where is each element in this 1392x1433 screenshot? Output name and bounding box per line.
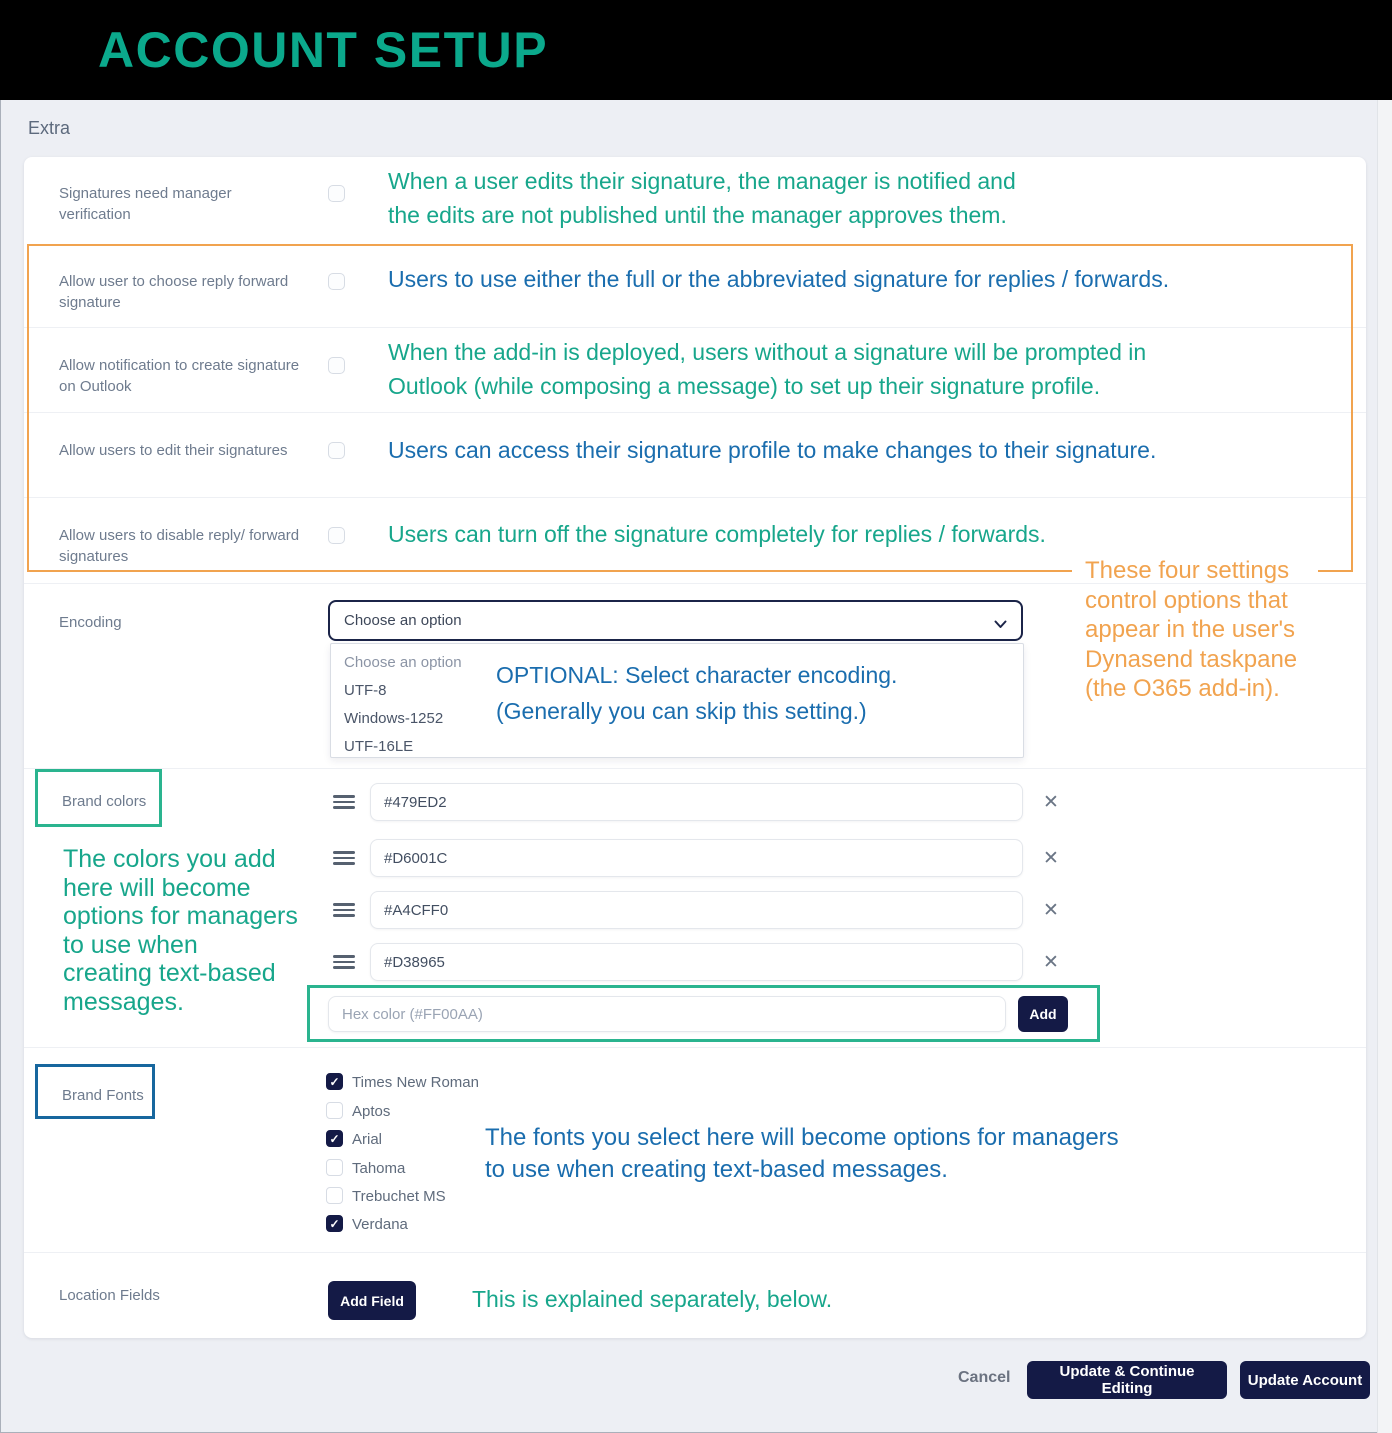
annotation-taskpane-settings: These four settings control options that appear in the user's Dynasend taskpane (the O365 add-in). xyxy=(1085,557,1298,702)
font-label: Verdana xyxy=(352,1216,408,1233)
remove-color-icon[interactable]: ✕ xyxy=(1043,848,1059,869)
cancel-button[interactable]: Cancel xyxy=(958,1369,1011,1386)
remove-color-icon[interactable]: ✕ xyxy=(1043,792,1059,813)
font-label: Aptos xyxy=(352,1103,391,1120)
callout-frame-right xyxy=(1351,244,1353,572)
chevron-down-icon xyxy=(994,616,1007,634)
section-label: Extra xyxy=(28,118,71,138)
font-checkbox-arial[interactable]: ✓ xyxy=(326,1130,343,1147)
divider xyxy=(24,768,1366,769)
settings-card xyxy=(24,157,1366,1338)
setting-label-reply-forward-choice: Allow user to choose reply forward signature xyxy=(59,273,289,311)
font-checkbox-tahoma[interactable] xyxy=(326,1159,343,1176)
vertical-scrollbar[interactable] xyxy=(1377,100,1392,1433)
font-checkbox-verdana[interactable]: ✓ xyxy=(326,1215,343,1232)
checkbox-outlook-notification[interactable] xyxy=(328,357,345,374)
brand-color-input-2[interactable] xyxy=(370,839,1023,877)
encoding-selected-value: Choose an option xyxy=(344,612,462,629)
drag-handle-icon[interactable] xyxy=(333,795,355,810)
update-continue-button[interactable]: Update & Continue Editing xyxy=(1027,1361,1227,1399)
page-header xyxy=(0,0,1392,100)
setting-label-location-fields: Location Fields xyxy=(59,1287,160,1304)
font-label: Trebuchet MS xyxy=(352,1188,446,1205)
setting-label-manager-verification: Signatures need manager verification xyxy=(59,185,232,223)
brand-fonts-highlight-frame xyxy=(35,1064,155,1119)
brand-colors-highlight-frame xyxy=(35,769,162,827)
annotation-outlook-notification: When the add-in is deployed, users without a signature will be prompted in Outlook (while composing a message) to set up their signature profile. xyxy=(388,339,1147,399)
drag-handle-icon[interactable] xyxy=(333,955,355,970)
drag-handle-icon[interactable] xyxy=(333,903,355,918)
annotation-reply-forward-choice: Users to use either the full or the abbreviated signature for replies / forwards. xyxy=(388,266,1170,292)
setting-label-brand-fonts: Brand Fonts xyxy=(62,1087,144,1104)
font-checkbox-trebuchet-ms[interactable] xyxy=(326,1187,343,1204)
annotation-location-fields: This is explained separately, below. xyxy=(472,1286,833,1312)
callout-frame-left xyxy=(27,244,29,572)
font-label: Times New Roman xyxy=(352,1074,479,1091)
encoding-option-utf8[interactable]: UTF-8 xyxy=(344,682,387,699)
encoding-option-placeholder[interactable]: Choose an option xyxy=(344,654,462,671)
brand-color-input-4[interactable] xyxy=(370,943,1023,981)
checkbox-manager-verification[interactable] xyxy=(328,185,345,202)
encoding-option-utf16le[interactable]: UTF-16LE xyxy=(344,738,414,755)
annotation-encoding: OPTIONAL: Select character encoding. (Generally you can skip this setting.) xyxy=(496,662,898,724)
encoding-option-windows1252[interactable]: Windows-1252 xyxy=(344,710,444,727)
divider xyxy=(24,327,1366,328)
setting-label-brand-colors: Brand colors xyxy=(62,793,147,810)
annotation-disable-reply-forward: Users can turn off the signature completely for replies / forwards. xyxy=(388,521,1046,547)
encoding-select[interactable] xyxy=(328,600,1023,641)
callout-frame-top xyxy=(27,244,1353,246)
divider xyxy=(24,1252,1366,1253)
annotation-brand-colors: The colors you add here will become options for managers to use when creating text-based messages. xyxy=(63,845,298,1016)
checkbox-edit-signatures[interactable] xyxy=(328,442,345,459)
add-color-button[interactable]: Add xyxy=(1018,996,1068,1032)
drag-handle-icon[interactable] xyxy=(333,851,355,866)
divider xyxy=(24,497,1366,498)
annotation-manager-verification: When a user edits their signature, the manager is notified and the edits are not published until the manager approves them. xyxy=(388,168,1016,228)
divider xyxy=(24,1047,1366,1048)
add-field-button[interactable]: Add Field xyxy=(328,1281,416,1320)
setting-label-outlook-notification: Allow notification to create signature on Outlook xyxy=(59,357,300,395)
update-account-button[interactable]: Update Account xyxy=(1240,1361,1370,1399)
checkbox-reply-forward-choice[interactable] xyxy=(328,273,345,290)
hex-color-input[interactable] xyxy=(328,996,1006,1032)
annotation-brand-fonts: The fonts you select here will become options for managers to use when creating text-based messages. xyxy=(485,1124,1119,1183)
remove-color-icon[interactable]: ✕ xyxy=(1043,952,1059,973)
checkbox-disable-reply-forward[interactable] xyxy=(328,527,345,544)
setting-label-edit-signatures: Allow users to edit their signatures xyxy=(59,442,288,459)
brand-color-input-3[interactable] xyxy=(370,891,1023,929)
remove-color-icon[interactable]: ✕ xyxy=(1043,900,1059,921)
setting-label-disable-reply-forward: Allow users to disable reply/ forward signatures xyxy=(59,527,300,565)
annotation-edit-signatures: Users can access their signature profile to make changes to their signature. xyxy=(388,437,1157,463)
font-label: Arial xyxy=(352,1131,383,1148)
font-label: Tahoma xyxy=(352,1160,406,1177)
callout-frame-bottom-left-segment xyxy=(27,570,1072,572)
font-checkbox-aptos[interactable] xyxy=(326,1102,343,1119)
setting-label-encoding: Encoding xyxy=(59,614,122,631)
page-title: ACCOUNT SETUP xyxy=(98,22,549,78)
font-checkbox-times-new-roman[interactable]: ✓ xyxy=(326,1073,343,1090)
divider xyxy=(24,412,1366,413)
brand-color-input-1[interactable] xyxy=(370,783,1023,821)
